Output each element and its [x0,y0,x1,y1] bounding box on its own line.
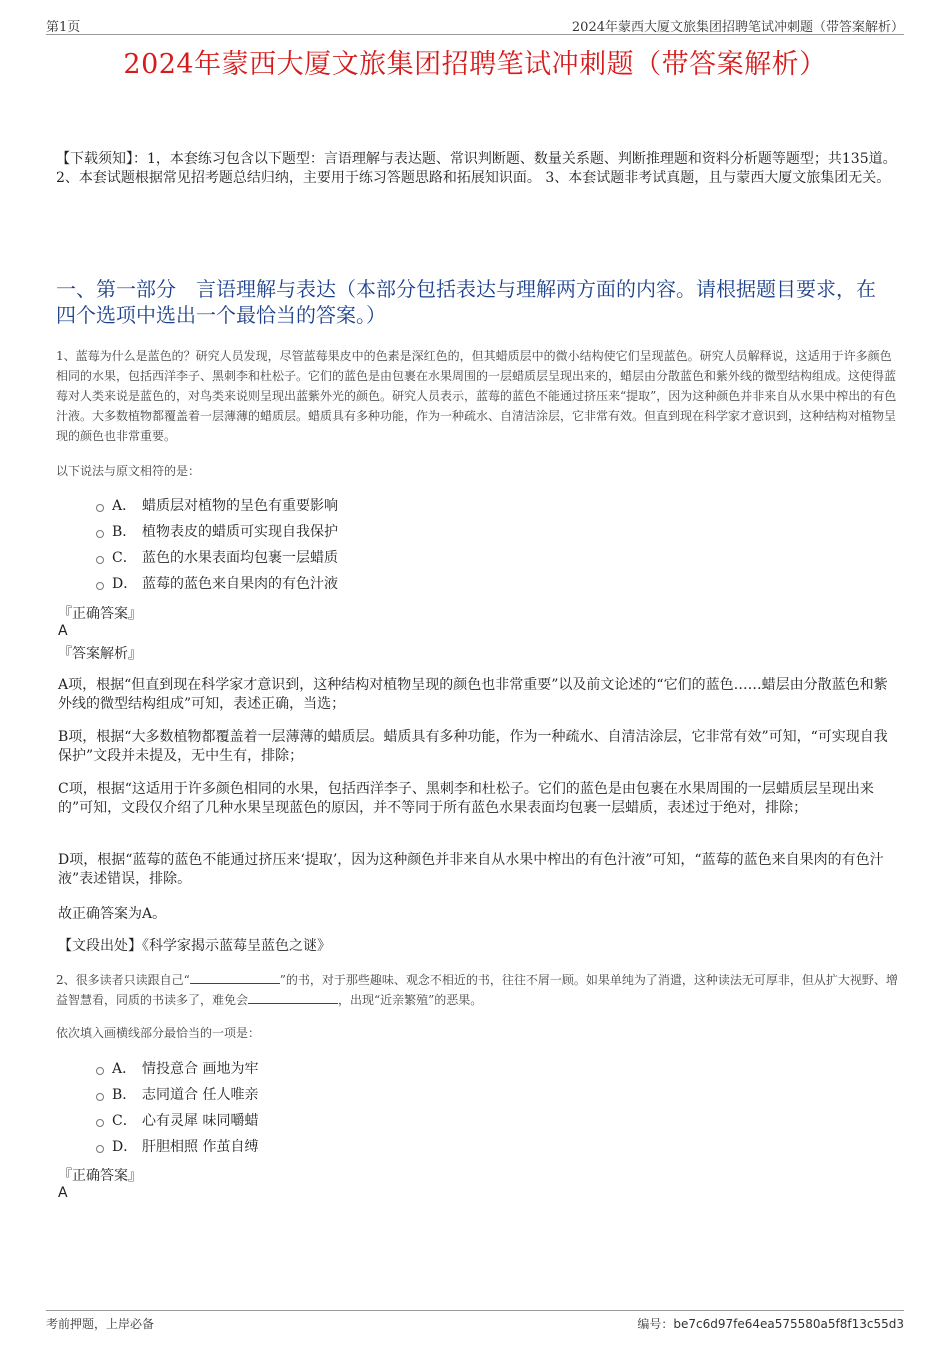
page-number: 第1页 [46,20,81,35]
radio-icon[interactable] [96,1119,104,1127]
header-doc-title: 2024年蒙西大厦文旅集团招聘笔试冲刺题（带答案解析） [571,20,904,35]
question-1-option-c[interactable]: C． 蓝色的水果表面均包裹一层蜡质 [96,545,338,571]
document-title: 2024年蒙西大厦文旅集团招聘笔试冲刺题（带答案解析） [123,49,827,80]
fill-blank-2[interactable] [248,991,338,1004]
question-2-option-b[interactable]: B． 志同道合 任人唯亲 [96,1082,258,1108]
question-1-option-d[interactable]: D． 蓝莓的蓝色来自果肉的有色汁液 [96,571,338,597]
analysis-b: B项，根据“大多数植物都覆盖着一层薄薄的蜡质层。蜡质具有多种功能，作为一种疏水、自清洁涂层，它非常有效”可知，“可实现自我保护”文段并未提及，无中生有，排除； [58,729,888,764]
footer-code: 编号：be7c6d97fe64ea575580a5f8f13c55d3 [637,1317,904,1331]
radio-icon[interactable] [96,504,104,512]
page-footer [46,1310,904,1333]
question-2-answer: A [58,1185,68,1201]
radio-icon[interactable] [96,556,104,564]
radio-icon[interactable] [96,1067,104,1075]
question-1-text: 1、蓝莓为什么是蓝色的？研究人员发现，尽管蓝莓果皮中的色素是深红色的，但其蜡质层中的微小结构使它们呈现蓝色。研究人员解释说，这适用于许多颜色相同的水果，包括西洋李子、黑刺李和杜松子。它们的蓝色是由包裹在水果周围的一层蜡质层呈现出来的，蜡层由分散蓝色和紫外线的微型结构组成。这使得蓝莓对人类来说是蓝色的，对鸟类来说则呈现出蓝紫外光的颜色。研究人员表示，蓝莓的蓝色不能通过挤压来“提取”，因为这种颜色并非来自从水果中榨出的有色汁液。大多数植物都覆盖着一层薄薄的蜡质层。蜡质具有多种功能，作为一种疏水、自清洁涂层，它非常有效。但直到现在科学家才意识到，这种结构对植物呈现的颜色也非常重要。 [56,349,897,443]
question-2-answer-label: 『正确答案』 [58,1168,142,1184]
question-2-option-a[interactable]: A． 情投意合 画地为牢 [96,1056,258,1082]
footer-slogan: 考前押题，上岸必备 [46,1317,155,1331]
analysis-d: D项，根据“蓝莓的蓝色不能通过挤压来‘提取’，因为这种颜色并非来自从水果中榨出的有色汁液”可知，“蓝莓的蓝色来自果肉的有色汁液”表述错误，排除。 [58,852,884,887]
question-1-conclusion: 故正确答案为A。 [58,906,167,922]
question-1-prompt: 以下说法与原文相符的是： [56,464,201,478]
analysis-a: A项，根据“但直到现在科学家才意识到，这种结构对植物呈现的颜色也非常重要”以及前文论述的“它们的蓝色……蜡层由分散蓝色和紫外线的微型结构组成”可知，表述正确，当选； [58,677,888,712]
question-1-options [96,493,338,597]
question-1-analysis-label: 『答案解析』 [58,646,142,662]
radio-icon[interactable] [96,1093,104,1101]
question-2-prompt: 依次填入画横线部分最恰当的一项是： [56,1026,261,1040]
question-1-option-a[interactable]: A． 蜡质层对植物的呈色有重要影响 [96,493,338,519]
download-notice: 【下载须知】：1，本套练习包含以下题型：言语理解与表达题、常识判断题、数量关系题、判断推理题和资料分析题等题型；共135道。 2、本套试题根据常见招考题总结归纳，主要用于练习答题思路和拓展知识面。 3、本套试题非考试真题，且与蒙西大厦文旅集团无关。 [56,151,897,186]
question-1-source: 【文段出处】《科学家揭示蓝莓呈蓝色之谜》 [58,938,331,954]
radio-icon[interactable] [96,530,104,538]
question-1-answer-label: 『正确答案』 [58,606,142,622]
fill-blank-1[interactable] [190,971,280,984]
question-1-option-b[interactable]: B． 植物表皮的蜡质可实现自我保护 [96,519,338,545]
radio-icon[interactable] [96,1145,104,1153]
question-2-options [96,1056,258,1160]
section-title: 一、第一部分 言语理解与表达（本部分包括表达与理解两方面的内容。请根据题目要求，在四个选项中选出一个最恰当的答案。） [56,277,876,327]
question-2-option-c[interactable]: C． 心有灵犀 味同嚼蜡 [96,1108,258,1134]
question-1-answer: A [58,623,68,639]
question-2-option-d[interactable]: D． 肝胆相照 作茧自缚 [96,1134,258,1160]
page-header [46,14,904,35]
question-2-text: 2、很多读者只读跟自己“ ”的书，对于那些趣味、观念不相近的书，往往不屑一顾。如果单纯为了消遣，这种读法无可厚非，但从扩大视野、增益智慧看，同质的书读多了，难免会 ，出现“近亲繁殖”的恶果。 [56,973,898,1007]
radio-icon[interactable] [96,582,104,590]
analysis-c: C项，根据“这适用于许多颜色相同的水果，包括西洋李子、黑刺李和杜松子。它们的蓝色是由包裹在水果周围的一层蜡质层呈现出来的”可知，文段仅介绍了几种水果呈现蓝色的原因，并不等同于所有蓝色水果表面均包裹一层蜡质，表述过于绝对，排除； [58,781,874,816]
